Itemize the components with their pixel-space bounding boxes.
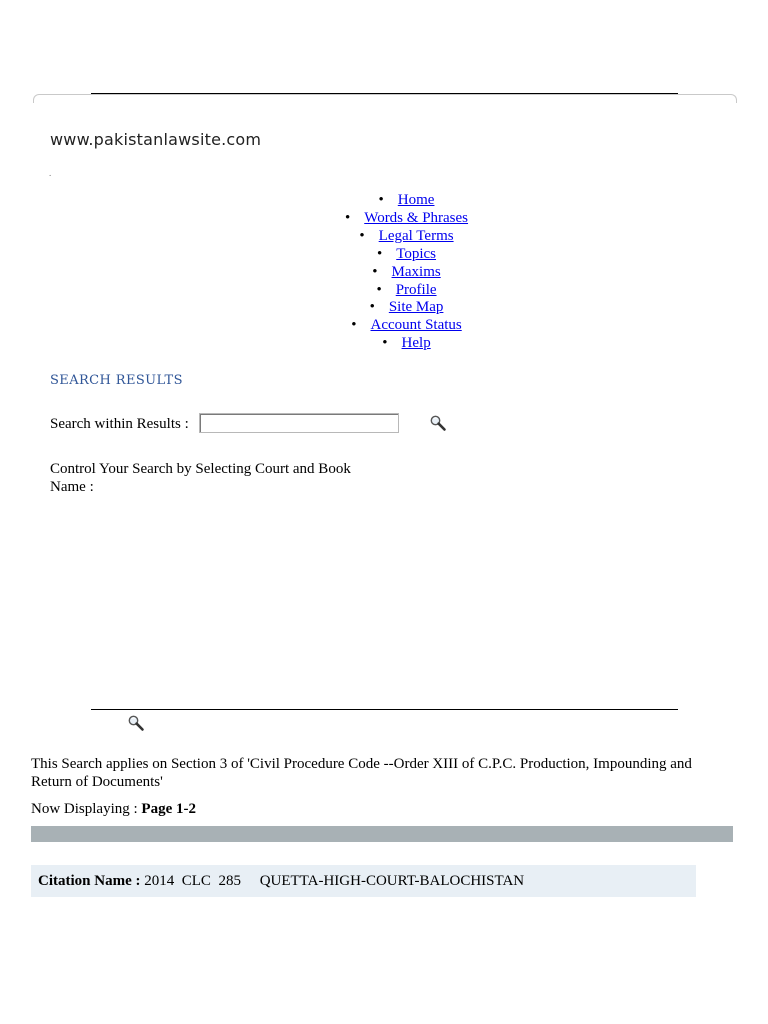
nav-link-legal-terms[interactable]: Legal Terms (378, 227, 454, 244)
nav-link-home[interactable]: Home (397, 192, 435, 208)
nav-item-account-status: • Account Status (351, 317, 462, 334)
citation-reporter: CLC (181, 873, 211, 889)
results-header-bar (31, 826, 733, 842)
top-divider (91, 93, 678, 94)
nav-item-words-phrases: • Words & Phrases (344, 209, 469, 226)
nav-link-topics[interactable]: Topics (396, 245, 437, 262)
citation-page: 285 (218, 873, 241, 889)
now-displaying-label: Now Displaying : (31, 801, 138, 817)
nav-item-maxims: • Maxims (372, 263, 441, 280)
search-results-heading: SEARCH RESULTS (50, 373, 183, 388)
magnifier-icon[interactable] (127, 714, 145, 732)
citation-label: Citation Name (38, 873, 132, 889)
spacer-dot: . (49, 168, 52, 178)
nav-item-legal-terms: • Legal Terms (359, 227, 454, 244)
nav-link-profile[interactable]: Profile (395, 281, 437, 298)
middle-divider (91, 709, 678, 710)
nav-item-topics: • Topics (376, 245, 437, 262)
nav-link-maxims[interactable]: Maxims (391, 263, 441, 280)
site-logo[interactable]: www.pakistanlawsite.com (50, 130, 262, 149)
nav-item-profile: • Profile (376, 281, 437, 298)
nav-link-account-status[interactable]: Account Status (370, 317, 462, 334)
nav-link-words-phrases[interactable]: Words & Phrases (364, 209, 469, 226)
citation-row[interactable] (31, 865, 696, 897)
nav-item-home: • Home (378, 192, 435, 208)
now-displaying (31, 801, 196, 818)
citation-separator: : (135, 873, 141, 889)
now-displaying-page: Page 1-2 (141, 801, 196, 817)
nav-item-help: • Help (382, 335, 431, 352)
nav-link-site-map[interactable]: Site Map (388, 299, 444, 316)
magnifier-icon[interactable] (429, 414, 447, 432)
citation-court: QUETTA-HIGH-COURT-BALOCHISTAN (259, 873, 525, 889)
nav-link-help[interactable]: Help (401, 335, 431, 352)
control-search-text: Control Your Search by Selecting Court and Book Name : (50, 461, 351, 495)
main-nav (0, 192, 768, 353)
search-scope-text: This Search applies on Section 3 of 'Civil Procedure Code --Order XIII of C.P.C. Production, Impounding and Return of Documents' (31, 756, 692, 790)
nav-item-site-map: • Site Map (369, 299, 444, 316)
citation-year: 2014 (144, 873, 175, 889)
search-within-input[interactable] (199, 413, 399, 433)
content-frame (33, 94, 737, 103)
search-within-label: Search within Results : (50, 416, 189, 432)
